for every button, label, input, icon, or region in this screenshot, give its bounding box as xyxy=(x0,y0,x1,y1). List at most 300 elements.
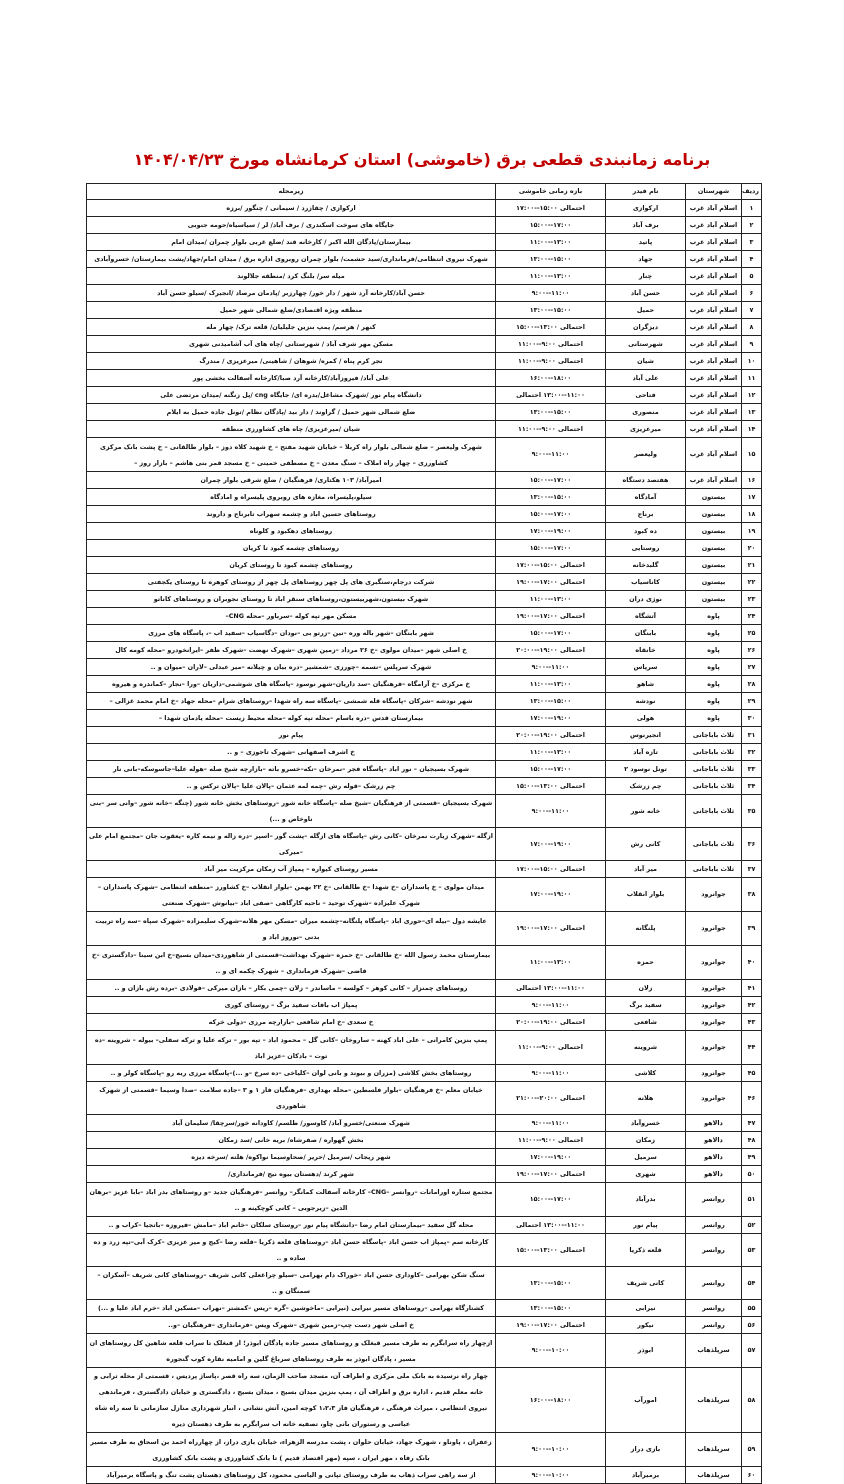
outage-time-cell: ۱۱:۰۰--۹:۰۰ احتمالی xyxy=(496,353,606,370)
outage-time-cell: ۱۵:۰۰--۱۳:۰۰ احتمالی xyxy=(496,1234,606,1267)
outage-time-cell: ۱۶:۰۰--۱۸:۰۰ xyxy=(496,370,606,387)
table-row xyxy=(87,1149,762,1166)
county-cell: اسلام آباد غرب xyxy=(686,353,742,370)
feeder-name-cell: قلعه ذکریا xyxy=(606,1234,686,1267)
county-cell: ثلاث باباجانی xyxy=(686,744,742,761)
county-cell: پاوه xyxy=(686,659,742,676)
row-number-cell: ۴۷ xyxy=(742,1115,762,1132)
feeder-name-cell: تازه آباد xyxy=(606,744,686,761)
outage-time-cell: ۱۶:۰۰--۱۸:۰۰ xyxy=(496,1368,606,1433)
row-number-cell: ۲۴ xyxy=(742,608,762,625)
area-cell: خ مرکزی –خ آرامگاه –فرهنگیان –سد داریان–شهر نوسود –پاسگاه های شوشمی–داریان –ورا –نجار –کماندره و هیروه xyxy=(87,676,496,693)
county-cell: بیستون xyxy=(686,574,742,591)
outage-time-cell: ۲۰:۰۰--۱۹:۰۰ احتمالی xyxy=(496,642,606,659)
area-cell: شهرک نیروی انتظامی/فرمانداری/سید حشمت/ بلوار چمران روبروی اداره برق / میدان امام/جهاد/پشت بیمارستان/ خسروآبادی xyxy=(87,251,496,268)
outage-time-cell: ۱۹:۰۰--۱۷:۰۰ احتمالی xyxy=(496,608,606,625)
row-number-cell: ۲۲ xyxy=(742,574,762,591)
row-number-cell: ۵۲ xyxy=(742,1217,762,1234)
county-cell: جوانرود xyxy=(686,980,742,997)
row-number-cell: ۳۳ xyxy=(742,761,762,778)
table-row xyxy=(87,1014,762,1031)
row-number-cell: ۴۵ xyxy=(742,1065,762,1082)
outage-time-cell: ۱۷:۰۰--۱۹:۰۰ xyxy=(496,710,606,727)
feeder-name-cell: نیکور xyxy=(606,1317,686,1334)
table-row xyxy=(87,828,762,861)
row-number-cell: ۱۴ xyxy=(742,421,762,438)
area-cell: شهرک ولیعصر – ضلع شمالی بلوار راه کربلا – خیابان شهید مفتح – خ شهید کلاه دوز – بلوار طالقانی – خ پشت بانک مرکزی کشاورزی – چهار راه املاک – سنگ معدن – خ مصطفی خمینی – خ مسجد قمر بنی هاشم – بازار روز – xyxy=(87,438,496,472)
table-row xyxy=(87,1234,762,1267)
area-cell: شهرک صنعتی/خسرو آباد/ کاوسور/ طلسم/ کاودانه خور/سرچقا/ سلیمان آباد xyxy=(87,1115,496,1132)
feeder-name-cell: برناج xyxy=(606,506,686,523)
table-row xyxy=(87,370,762,387)
feeder-name-cell: حمزه xyxy=(606,946,686,980)
row-number-cell: ۴۸ xyxy=(742,1132,762,1149)
area-cell: شهرک بسیجیان – نور اباد –پاسگاه فجر –نمرخان –تکه–خسرو باته –بازارچه شیخ صله –هوله علیا–جاسوسکه–بانی نار xyxy=(87,761,496,778)
row-number-cell: ۵۹ xyxy=(742,1433,762,1467)
outage-time-cell: ۱۱:۰۰--۱۳:۰۰ xyxy=(496,946,606,980)
area-cell: روستاهای بخش کلاشی (مزران و بیوند و بانی لوان –کلیاخی –ده سرخ –و ...)–پاسگاه مرزی ریه رو –پاسگاه کولر و .. xyxy=(87,1065,496,1082)
feeder-name-cell: حسن آباد xyxy=(606,285,686,302)
table-row xyxy=(87,200,762,217)
county-cell: اسلام آباد غرب xyxy=(686,336,742,353)
row-number-cell: ۶ xyxy=(742,285,762,302)
table-row xyxy=(87,778,762,795)
row-number-cell: ۳ xyxy=(742,234,762,251)
feeder-name-cell: میرعزیزی xyxy=(606,421,686,438)
table-row xyxy=(87,489,762,506)
feeder-name-cell: سرپاس xyxy=(606,659,686,676)
county-cell: بیستون xyxy=(686,591,742,608)
area-cell: ضلع شمالی شهر حمیل / گراوند / دار بید /پادگان نظام /تونل جاده حمیل به ایلام xyxy=(87,404,496,421)
table-row xyxy=(87,946,762,980)
row-number-cell: ۲۶ xyxy=(742,642,762,659)
outage-time-cell: ۱۷:۰۰--۱۵:۰۰ احتمالی xyxy=(496,557,606,574)
row-number-cell: ۲۰ xyxy=(742,540,762,557)
area-cell: شهرک بیستون،شهربیستون،روستاهای سنقر اباد تا روستای نجوبران و روستاهای کاناتو xyxy=(87,591,496,608)
header-feeder: نام فیدر xyxy=(606,184,686,200)
outage-time-cell: ۹:۰۰--۱۰:۰۰ xyxy=(496,1334,606,1368)
feeder-name-cell: بازی دراز xyxy=(606,1433,686,1467)
feeder-name-cell: برف آباد xyxy=(606,217,686,234)
row-number-cell: ۱۶ xyxy=(742,472,762,489)
table-row xyxy=(87,693,762,710)
outage-time-cell: ۲۱:۰۰--۲۰:۰۰ احتمالی xyxy=(496,1082,606,1115)
area-cell: روستاهای دهکبود و کلوناه xyxy=(87,523,496,540)
table-row xyxy=(87,1368,762,1433)
row-number-cell: ۳۱ xyxy=(742,727,762,744)
outage-time-cell: ۱۱:۰۰--۱۳:۰۰ xyxy=(496,234,606,251)
row-number-cell: ۵۱ xyxy=(742,1183,762,1217)
table-row xyxy=(87,1317,762,1334)
area-cell: عایشه دول –بیله ای–حوری اباد –پاسگاه پلنگانه–چشمه میران –مسکن مهر هلانه–شهرک سلیمزاده –شهرک سپاه –سه راه تربیت بدنی –نوروز اباد و xyxy=(87,912,496,946)
row-number-cell: ۳۶ xyxy=(742,828,762,861)
county-cell: اسلام آباد غرب xyxy=(686,285,742,302)
area-cell: خیابان معلم –خ فرهنگیان –بلوار فلسطین –محله بهداری –فرهنگیان فاز ۱ و ۳ –جاده سلامت –صدا وسیما –قسمتی از شهرک شاهوردی xyxy=(87,1082,496,1115)
county-cell: جوانرود xyxy=(686,997,742,1014)
county-cell: پاوه xyxy=(686,608,742,625)
outage-time-cell: ۱۳:۰۰--۱۵:۰۰ xyxy=(496,1267,606,1300)
table-row xyxy=(87,1433,762,1467)
feeder-name-cell: روستایی xyxy=(606,540,686,557)
county-cell: دالاهو xyxy=(686,1166,742,1183)
header-county: شهرستان xyxy=(686,184,742,200)
outage-time-cell: ۱۹:۰۰--۱۷:۰۰ احتمالی xyxy=(496,912,606,946)
outage-time-cell: ۱۳:۰۰--۱۵:۰۰ xyxy=(496,1300,606,1317)
feeder-name-cell: چنار xyxy=(606,268,686,285)
outage-time-cell: ۱۱:۰۰--۱۳:۰۰ xyxy=(496,676,606,693)
outage-time-cell: ۱۷:۰۰--۱۵:۰۰ احتمالی xyxy=(496,200,606,217)
county-cell: جوانرود xyxy=(686,1031,742,1065)
feeder-name-cell: علی آباد xyxy=(606,370,686,387)
feeder-name-cell: دیزگران xyxy=(606,319,686,336)
county-cell: اسلام آباد غرب xyxy=(686,268,742,285)
row-number-cell: ۵ xyxy=(742,268,762,285)
county-cell: دالاهو xyxy=(686,1132,742,1149)
table-row xyxy=(87,727,762,744)
feeder-name-cell: پلنگانه xyxy=(606,912,686,946)
table-row xyxy=(87,1065,762,1082)
row-number-cell: ۱۸ xyxy=(742,506,762,523)
outage-time-cell: ۱۵:۰۰--۱۷:۰۰ xyxy=(496,506,606,523)
area-cell: زعفران ، پاوناو ، شهرک جهاد، خیابان حلوان ، پشت مدرسه الزهراء، خیابان بازی دراز، از چهارراه احمد بن اسحاق به طرف مسیر بانک رفاه ، مهر ایران ، سپه (مهر اقتصاد قدیم ) تا بانک کشاورزی و پشت بانک کشاورزی xyxy=(87,1433,496,1467)
county-cell: روانسر xyxy=(686,1317,742,1334)
area-cell: شهرک بسیجیان –قسمتی از فرهنگیان –شیخ صله –پاسگاه خانه شور –روستاهای بخش خانه شور (چنگه –خانه شور –وانی سر –بنی ناوخاص و ...) xyxy=(87,795,496,828)
outage-time-cell: ۱۱:۰۰--۹:۰۰ احتمالی xyxy=(496,421,606,438)
feeder-name-cell: پیام نور xyxy=(606,1217,686,1234)
area-cell: منطقه ویژه اقتصادی/ضلع شمالی شهر حمیل xyxy=(87,302,496,319)
area-cell: پیام نور xyxy=(87,727,496,744)
row-number-cell: ۷ xyxy=(742,302,762,319)
area-cell: کشتارگاه بهرامی –روستاهای مسیر نیرابی (نیرابی –ماخوشین –گره –ریس –کمشتر –نهراب –مسکین اباد –خرم اباد علیا و ...) xyxy=(87,1300,496,1317)
outage-time-cell: ۱۱:۰۰--۱۳:۰۰ xyxy=(496,744,606,761)
table-row xyxy=(87,506,762,523)
table-row xyxy=(87,285,762,302)
outage-time-cell: ۹:۰۰--۱۱:۰۰ xyxy=(496,1065,606,1082)
table-row xyxy=(87,997,762,1014)
area-cell: حسن آباد/کارخانه آرد شهر / دار خور/ چهارزبر /پادمان مرصاد /انجیرک /سیلو حسن آباد xyxy=(87,285,496,302)
feeder-name-cell: شیان xyxy=(606,353,686,370)
county-cell: پاوه xyxy=(686,693,742,710)
area-cell: مجتمع ستاره اورامانات –روانسر –CNG– کارخانه آسفالت کمانگر– روانسر –فرهنگیان جدید –و روستاهای بدر اباد –بابا عزیز –برهان الدین –زیرجوبی – کانی کوچکینه و .. xyxy=(87,1183,496,1217)
area-cell: چهار راه نرسیده به بانک ملی مرکزی و اطراف آن، مسجد صاحب الزمان، سه راه قصر ،پاساژ پردیس ، قسمتی از محله ترابی و خانه معلم قدیم ، اداره برق و اطراف آن ، پمپ بنزین میدان بسیج ، میدان بسیج ، دادگستری و خیابان دادگستری ، فرماندهی نیروی انتظامی ، میراث فرهنگی ، فرهنگیان فاز ۱،۲،۳ کوچه امین، آتش نشانی ، انبار شهرداری منازل سازمانی تا سه راه شاه عباسی و رستوران بانی چاو، تصفیه خانه اب سرابگرم به طرف دهستان دیره xyxy=(87,1368,496,1433)
row-number-cell: ۳۸ xyxy=(742,878,762,912)
outage-time-cell: ۱۱:۰۰--۹:۰۰ احتمالی xyxy=(496,1132,606,1149)
area-cell: خ اشرف اصفهانی –شهرک تاجوزی – و .. xyxy=(87,744,496,761)
county-cell: ثلاث باباجانی xyxy=(686,761,742,778)
outage-time-cell: ۱۱:۰۰--۱۳:۰۰ xyxy=(496,591,606,608)
row-number-cell: ۶۰ xyxy=(742,1467,762,1484)
outage-time-cell: ۹:۰۰--۱۱:۰۰ xyxy=(496,795,606,828)
area-cell: بخش گهواره / صفرشاه/ بریه خانی /سد زمکان xyxy=(87,1132,496,1149)
row-number-cell: ۵۵ xyxy=(742,1300,762,1317)
area-cell: بیمارستان/پادگان الله اکبر / کارخانه قند /ضلع غربی بلوار چمران /میدان امام xyxy=(87,234,496,251)
row-number-cell: ۳۹ xyxy=(742,912,762,946)
row-number-cell: ۲۹ xyxy=(742,693,762,710)
area-cell: کنهر / هرسم/ پمپ بنزین جلیلیان/ قلعه ترک/ چهار مله xyxy=(87,319,496,336)
header-row xyxy=(87,184,762,200)
feeder-name-cell: شهری xyxy=(606,1166,686,1183)
county-cell: اسلام آباد غرب xyxy=(686,472,742,489)
row-number-cell: ۱۷ xyxy=(742,489,762,506)
row-number-cell: ۱۳ xyxy=(742,404,762,421)
feeder-name-cell: خسروآباد xyxy=(606,1115,686,1132)
feeder-name-cell: تونل نوسود ۲ xyxy=(606,761,686,778)
row-number-cell: ۲ xyxy=(742,217,762,234)
table-row xyxy=(87,676,762,693)
table-row xyxy=(87,251,762,268)
area-cell: امیرآباد/ ۱۰۳ هکتاری/ فرهنگیان / ضلع شرقی بلوار چمران xyxy=(87,472,496,489)
county-cell: جوانرود xyxy=(686,912,742,946)
county-cell: جوانرود xyxy=(686,946,742,980)
county-cell: اسلام آباد غرب xyxy=(686,421,742,438)
county-cell: سرپلذهاب xyxy=(686,1433,742,1467)
feeder-name-cell: نودشه xyxy=(606,693,686,710)
area-cell: دانشگاه پیام نور /شهرک مشاغل/بدره ای/ جایگاه cng /پل زنگنه /میدان مرتضی علی xyxy=(87,387,496,404)
table-row xyxy=(87,878,762,912)
header-time: بازه زمانی خاموشی xyxy=(496,184,606,200)
county-cell: بیستون xyxy=(686,489,742,506)
row-number-cell: ۳۲ xyxy=(742,744,762,761)
area-cell: شهرک سرپلس –نسمه –چورزی –شمشیر –دره بیان و چیلانه –میر عبدلی –لاران –میوان و .. xyxy=(87,659,496,676)
row-number-cell: ۱۲ xyxy=(742,387,762,404)
outage-time-cell: ۱۷:۰۰--۱۹:۰۰ xyxy=(496,523,606,540)
area-cell: تجر کرم پناه / کمره/ شوهان / شاهینی/ میرعزیزی / مندرگ xyxy=(87,353,496,370)
table-row xyxy=(87,472,762,489)
county-cell: سرپلذهاب xyxy=(686,1467,742,1484)
area-cell: شهر ریجاب /سرمیل /حریر /صحاوسیما نواکوه/ هلته /سرخه دیزه xyxy=(87,1149,496,1166)
county-cell: روانسر xyxy=(686,1300,742,1317)
county-cell: روانسر xyxy=(686,1234,742,1267)
county-cell: اسلام آباد غرب xyxy=(686,217,742,234)
outage-time-cell: ۱۵:۰۰--۱۳:۰۰ احتمالی xyxy=(496,778,606,795)
area-cell: ازگله –شهرک زیارت نمرخان –کانی رش –پاسگاه های ازگله –پشت گور –اسپر –دره زاله و نیمه کاره –یعقوب جان –مجتمع امام علی –میرکی xyxy=(87,828,496,861)
outage-time-cell: ۱۷:۰۰--۱۹:۰۰ xyxy=(496,1149,606,1166)
table-row xyxy=(87,1082,762,1115)
area-cell: خ اصلی شهر –میدان مولوی –خ ۲۶ مرداد –زمین شهری –شهرک نهضت –شهرک ظفر –ایرانخودرو –محله کومه کال xyxy=(87,642,496,659)
feeder-name-cell: حمیل xyxy=(606,302,686,319)
county-cell: ثلاث باباجانی xyxy=(686,778,742,795)
county-cell: دالاهو xyxy=(686,1115,742,1132)
feeder-name-cell: هفتصد دستگاه xyxy=(606,472,686,489)
table-row xyxy=(87,1132,762,1149)
outage-time-cell: ۱۹:۰۰--۱۷:۰۰ احتمالی xyxy=(496,574,606,591)
feeder-name-cell: زمکان xyxy=(606,1132,686,1149)
row-number-cell: ۲۸ xyxy=(742,676,762,693)
outage-time-cell: ۱۵:۰۰--۱۷:۰۰ xyxy=(496,761,606,778)
area-cell: خ سعدی –خ امام شافعی –بازارچه مرزی –دولی خرکه xyxy=(87,1014,496,1031)
row-number-cell: ۳۴ xyxy=(742,778,762,795)
row-number-cell: ۳۵ xyxy=(742,795,762,828)
table-row xyxy=(87,387,762,404)
area-cell: پمپاژ اب بافات سفید برگ – روستای کوری xyxy=(87,997,496,1014)
area-cell: میله سر/ بلنگ کرد /منطقه جلالوند xyxy=(87,268,496,285)
page-title: برنامه زمانبندی قطعی برق (خاموشی) استان کرمانشاه مورخ ۱۴۰۴/۰۴/۲۳ xyxy=(133,150,711,169)
outage-time-cell: ۹:۰۰--۱۱:۰۰ xyxy=(496,1115,606,1132)
county-cell: ثلاث باباجانی xyxy=(686,861,742,878)
row-number-cell: ۵۴ xyxy=(742,1267,762,1300)
table-row xyxy=(87,268,762,285)
table-row xyxy=(87,625,762,642)
area-cell: شهر کرند /دهستان بیوه نیج /فرمانداری/ xyxy=(87,1166,496,1183)
table-row xyxy=(87,557,762,574)
area-cell: مسکن مهر شرف آباد / شهرستانی /چاه های آب آشامیدنی شهری xyxy=(87,336,496,353)
table-row xyxy=(87,1267,762,1300)
table-row xyxy=(87,336,762,353)
area-cell: روستاهای چشمه کبود تا کریان xyxy=(87,540,496,557)
feeder-name-cell: شهرستانی xyxy=(606,336,686,353)
row-number-cell: ۵۷ xyxy=(742,1334,762,1368)
row-number-cell: ۵۰ xyxy=(742,1166,762,1183)
table-row xyxy=(87,353,762,370)
table-row xyxy=(87,574,762,591)
county-cell: سرپلذهاب xyxy=(686,1368,742,1433)
row-number-cell: ۴۴ xyxy=(742,1031,762,1065)
table-row xyxy=(87,319,762,336)
table-row xyxy=(87,302,762,319)
area-cell: چم زرشک –قوله رش –چمه لمه عثمان –پالان علیا –پالان ترکس و .. xyxy=(87,778,496,795)
county-cell: روانسر xyxy=(686,1217,742,1234)
area-cell: روستاهای حسین اباد و چشمه سهراب تابرناج و داروند xyxy=(87,506,496,523)
outage-time-cell: ۱۳:۰۰--۱۵:۰۰ xyxy=(496,251,606,268)
table-row xyxy=(87,1115,762,1132)
row-number-cell: ۲۱ xyxy=(742,557,762,574)
table-row xyxy=(87,642,762,659)
row-number-cell: ۲۳ xyxy=(742,591,762,608)
county-cell: اسلام آباد غرب xyxy=(686,251,742,268)
row-number-cell: ۱ xyxy=(742,200,762,217)
feeder-name-cell: چم زرشک xyxy=(606,778,686,795)
feeder-name-cell: پاتید xyxy=(606,234,686,251)
table-row xyxy=(87,795,762,828)
county-cell: اسلام آباد غرب xyxy=(686,370,742,387)
feeder-name-cell: شاهو xyxy=(606,676,686,693)
row-number-cell: ۵۳ xyxy=(742,1234,762,1267)
table-row xyxy=(87,861,762,878)
county-cell: جوانرود xyxy=(686,1014,742,1031)
feeder-name-cell: فتاحی xyxy=(606,387,686,404)
feeder-name-cell: شافعی xyxy=(606,1014,686,1031)
county-cell: جوانرود xyxy=(686,1065,742,1082)
header-area: زیرمحله xyxy=(87,184,496,200)
feeder-name-cell: بابنگان xyxy=(606,625,686,642)
county-cell: بیستون xyxy=(686,506,742,523)
area-cell: شرکت درجام،سنگبری های پل چهر روستاهای پل چهر از روستای کوهره تا روستای یکجفتی xyxy=(87,574,496,591)
county-cell: پاوه xyxy=(686,710,742,727)
county-cell: جوانرود xyxy=(686,878,742,912)
row-number-cell: ۸ xyxy=(742,319,762,336)
feeder-name-cell: ولیعصر xyxy=(606,438,686,472)
outage-time-cell: ۱۳:۰۰--۱۵:۰۰ xyxy=(496,693,606,710)
feeder-name-cell: آمادگاه xyxy=(606,489,686,506)
table-row xyxy=(87,523,762,540)
row-number-cell: ۳۰ xyxy=(742,710,762,727)
table-row xyxy=(87,761,762,778)
outage-time-cell: ۹:۰۰--۱۱:۰۰ xyxy=(496,438,606,472)
area-cell: مسکن مهر تپه کوله –سرباور –محله CNG– xyxy=(87,608,496,625)
county-cell: اسلام آباد غرب xyxy=(686,404,742,421)
outage-time-cell: ۹:۰۰--۱۱:۰۰ xyxy=(496,659,606,676)
row-number-cell: ۱۱ xyxy=(742,370,762,387)
table-row xyxy=(87,1334,762,1368)
outage-time-cell: ۱۵:۰۰--۱۷:۰۰ xyxy=(496,540,606,557)
outage-time-cell: احتمالی‎ ۱۳:۰۰--۱۱:۰۰ xyxy=(496,1217,606,1234)
row-number-cell: ۴۱ xyxy=(742,980,762,997)
county-cell: اسلام آباد غرب xyxy=(686,234,742,251)
feeder-name-cell: ابوذر xyxy=(606,1334,686,1368)
feeder-name-cell: سرمیل xyxy=(606,1149,686,1166)
outage-schedule-table xyxy=(86,183,762,1484)
county-cell: ثلاث باباجانی xyxy=(686,828,742,861)
area-cell: بیمارستان قدس –دره باسام –محله تپه کوله –محله محیط زیست –محله یادمان شهدا – xyxy=(87,710,496,727)
row-number-cell: ۴۰ xyxy=(742,946,762,980)
county-cell: روانسر xyxy=(686,1267,742,1300)
area-cell: مسیر روستای کیواره – پمپاژ آب زمکان مرکزیت میر آباد xyxy=(87,861,496,878)
feeder-name-cell: خانه شور xyxy=(606,795,686,828)
feeder-name-cell: بلوار انقلاب xyxy=(606,878,686,912)
county-cell: اسلام آباد غرب xyxy=(686,387,742,404)
area-cell: شهر بابنگان –شهر باله وره –نین –زرتو بی –نودان –دگاسیاب –سفید اب –، پاسگاه های مرزی xyxy=(87,625,496,642)
row-number-cell: ۴۳ xyxy=(742,1014,762,1031)
feeder-name-cell: کانی شریف xyxy=(606,1267,686,1300)
area-cell: پمپ بنزین کامرانی – علی اباد کهنه – ساروخان –کانی گل – محمود اباد – تپه بور – ترکه علیا و ترکه سفلی– بیوله – شروینه –ده توت – بادکان –عزیز اباد xyxy=(87,1031,496,1065)
area-cell: خ اصلی شهر دست چپ–زمین شهری –شهرک ویس –فرمانداری –فرهنگیان –و.. xyxy=(87,1317,496,1334)
table-row xyxy=(87,1183,762,1217)
outage-time-cell: ۲۰:۰۰--۱۹:۰۰ احتمالی xyxy=(496,727,606,744)
outage-time-cell: ۱۵:۰۰--۱۷:۰۰ xyxy=(496,625,606,642)
table-row xyxy=(87,1300,762,1317)
county-cell: دالاهو xyxy=(686,1149,742,1166)
area-cell: شهر نودشه –شرکان –پاسگاه قله شمشی –پاسگاه سه راه شهدا –روستاهای شرام –محله جهاد –خ امام محمد غزالی – xyxy=(87,693,496,710)
table-row xyxy=(87,591,762,608)
county-cell: پاوه xyxy=(686,642,742,659)
table-row xyxy=(87,234,762,251)
feeder-name-cell: انجیرنوس xyxy=(606,727,686,744)
feeder-name-cell: برمیرآباد xyxy=(606,1467,686,1484)
feeder-name-cell: هولی xyxy=(606,710,686,727)
county-cell: بیستون xyxy=(686,540,742,557)
area-cell: ازچهار راه سرابگرم به طرف مسیر قبغلک و روستاهای مسیر جاده پادگان ابوذر؛ از قبغلک تا سراب قلعه شاهین کل روستاهای ان مسیر ، پادگان ابوذر به طرف روستاهای سرباغ گلین و امامیه نقاره کوب گنجوره xyxy=(87,1334,496,1368)
outage-time-cell: احتمالی‎ ۱۳:۰۰--۱۱:۰۰ xyxy=(496,387,606,404)
outage-time-cell: ۱۵:۰۰--۱۷:۰۰ xyxy=(496,472,606,489)
row-number-cell: ۹ xyxy=(742,336,762,353)
feeder-name-cell: ارکوازی xyxy=(606,200,686,217)
outage-time-cell: ۹:۰۰--۱۱:۰۰ xyxy=(496,285,606,302)
outage-time-cell: ۲۰:۰۰--۱۹:۰۰ احتمالی xyxy=(496,1014,606,1031)
feeder-name-cell: هلانه xyxy=(606,1082,686,1115)
outage-time-cell: ۱۹:۰۰--۱۷:۰۰ احتمالی xyxy=(496,1317,606,1334)
table-row xyxy=(87,404,762,421)
area-cell: کارخانه سم –پمپاژ اب حسن اباد –پاسگاه حسن اباد –روستاهای قلعه ذکریا –قلعه رضا –کیج و میر عزیزی –کرک آبی–تپه زرد و ده ساده و .. xyxy=(87,1234,496,1267)
area-cell: روستاهای چمنزار – کانی کوهر – کولسه – ماساندر – زلان –چمی بکار – بازان میرکی –فولادی –برده رش بازان و .. xyxy=(87,980,496,997)
table-row xyxy=(87,1217,762,1234)
county-cell: سرپلذهاب xyxy=(686,1334,742,1368)
county-cell: بیستون xyxy=(686,523,742,540)
row-number-cell: ۴۶ xyxy=(742,1082,762,1115)
feeder-name-cell: زلان xyxy=(606,980,686,997)
outage-time-cell: ۱۷:۰۰--۱۹:۰۰ xyxy=(496,878,606,912)
area-cell: از سه راهی سراب ذهاب به طرف روستای تپانی و الیاسی محمود، کل روستاهای دهستان پشت تنگ و پاسگاه برمیرآباد xyxy=(87,1467,496,1484)
table-row xyxy=(87,438,762,472)
table-row xyxy=(87,744,762,761)
outage-time-cell: ۱۳:۰۰--۱۵:۰۰ xyxy=(496,489,606,506)
table-row xyxy=(87,1166,762,1183)
area-cell: سنگ شکن بهرامی –کاوداری حسن اباد –خوراک دام بهرامی –سیلو چراغعلی کانی شریف –روستاهای کانی شریف –آسکران –سمنگان و .. xyxy=(87,1267,496,1300)
feeder-name-cell: کانی رش xyxy=(606,828,686,861)
table-row xyxy=(87,1467,762,1484)
outage-time-cell: ۱۱:۰۰--۱۳:۰۰ xyxy=(496,268,606,285)
area-cell: بیمارستان محمد رسول الله –خ طالقانی –خ حمزه –شهرک بهداشت–قسمتی از شاهوردی–میدان بسیج–خ ابن سینا –دادگستری –خ قاضی –شهرک فرمانداری – شهرک چکمه ای و .. xyxy=(87,946,496,980)
county-cell: اسلام آباد غرب xyxy=(686,200,742,217)
